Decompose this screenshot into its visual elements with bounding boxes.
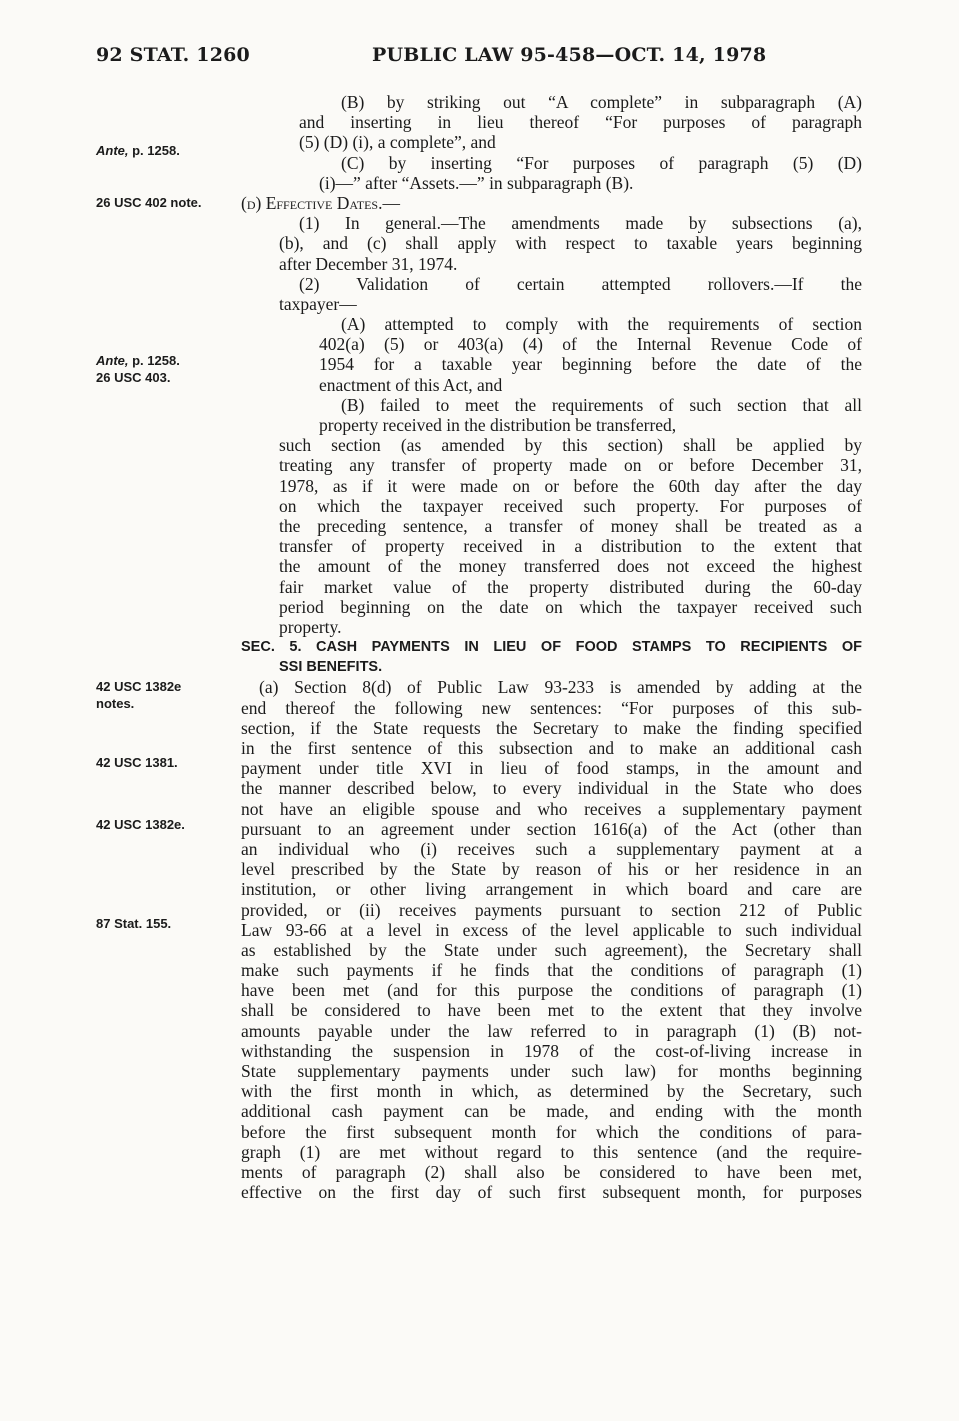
text-line: have been met (and for this purpose the conditions of paragraph (1) — [241, 980, 862, 1001]
text-line: additional cash payment can be made, and ending with the month — [241, 1101, 862, 1122]
section-heading: SEC. 5. CASH PAYMENTS IN LIEU OF FOOD STAMPS TO RECIPIENTS OF — [241, 639, 862, 656]
margin-note: 42 USC 1382e. — [96, 817, 185, 832]
text-line: amounts payable under the law referred to in paragraph (1) (B) not- — [241, 1020, 862, 1041]
text-line: enactment of this Act, and — [319, 374, 503, 395]
text-line: (d) Effective Dates.— — [241, 192, 400, 213]
text-line: before the first subsequent month for which the conditions of para- — [241, 1121, 862, 1142]
text-line: institution, or other living arrangement in which board and care are — [241, 879, 862, 900]
text-line: (C) by inserting “For purposes of paragraph (5) (D) — [341, 152, 862, 173]
text-line: on which the taxpayer received such property. For purposes of — [279, 495, 862, 516]
text-line: (2) Validation of certain attempted rollovers.—If the — [299, 273, 862, 294]
text-line: after December 31, 1974. — [279, 253, 458, 274]
text-line: with the first month in which, as determined by the Secretary, such — [241, 1081, 862, 1102]
text-line: not have an eligible spouse and who receives a supplementary payment — [241, 798, 862, 819]
text-line: property. — [279, 616, 342, 637]
text-line: ments of paragraph (2) shall also be considered to have been met, — [241, 1161, 862, 1182]
text-line: taxpayer— — [279, 293, 357, 314]
text-line: graph (1) are met without regard to this sentence (and the require- — [241, 1141, 862, 1162]
text-line: (B) by striking out “A complete” in subparagraph (A) — [341, 92, 862, 112]
statute-reference: 92 STAT. 1260 — [96, 44, 250, 66]
text-line: pursuant to an agreement under section 1616(a) of the Act (other than — [241, 818, 862, 839]
margin-note: 26 USC 402 note. — [96, 195, 202, 210]
text-line: (b), and (c) shall apply with respect to taxable years beginning — [279, 233, 862, 254]
text-line: level prescribed by the State by reason of his or her residence in an — [241, 859, 862, 880]
text-line: provided, or (ii) receives payments pursuant to section 212 of Public — [241, 899, 862, 920]
text-line: (1) In general.—The amendments made by subsections (a), — [299, 213, 862, 234]
margin-note: Ante, p. 1258. — [96, 353, 180, 368]
text-line: shall be considered to have been met to the extent that they involve — [241, 1000, 862, 1021]
text-line: section, if the State requests the Secretary to make the finding specified — [241, 717, 862, 738]
text-line: fair market value of the property distributed during the 60-day — [279, 576, 862, 597]
margin-note: Ante, p. 1258. — [96, 143, 180, 158]
text-line: effective on the first day of such first subsequent month, for purposes — [241, 1182, 862, 1203]
text-line: period beginning on the date on which the taxpayer received such — [279, 596, 862, 617]
text-line: Law 93-66 at a level in excess of the level applicable to such individual — [241, 919, 862, 940]
text-line: (a) Section 8(d) of Public Law 93-233 is amended by adding at the — [259, 677, 862, 698]
margin-note: 42 USC 1382e — [96, 679, 182, 694]
page-title: PUBLIC LAW 95-458—OCT. 14, 1978 — [372, 44, 767, 66]
text-line: State supplementary payments under such law) for months beginning — [241, 1061, 862, 1081]
text-line: 402(a) (5) or 403(a) (4) of the Internal Revenue Code of — [319, 334, 862, 355]
text-line: withstanding the suspension in 1978 of the cost-of-living increase in — [241, 1040, 862, 1061]
text-line: an individual who (i) receives such a supplementary payment at a — [241, 838, 862, 859]
text-line: treating any transfer of property made on or before December 31, — [279, 455, 862, 476]
text-line: (B) failed to meet the requirements of such section that all — [341, 394, 862, 415]
text-line: end thereof the following new sentences: “For purposes of this sub- — [241, 697, 862, 718]
text-line: payment under title XVI in lieu of food stamps, in the amount and — [241, 758, 862, 779]
text-line: transfer of property received in a distribution to the extent that — [279, 536, 862, 557]
text-line: 1978, as if it were made on or before the 60th day after the day — [279, 475, 862, 496]
margin-note: 87 Stat. 155. — [96, 916, 172, 931]
text-line: (5) (D) (i), a complete”, and — [299, 132, 496, 153]
text-line: as established by the State under such agreement), the Secretary shall — [241, 939, 862, 960]
text-line: (A) attempted to comply with the requirements of section — [341, 314, 862, 335]
margin-note: 26 USC 403. — [96, 370, 171, 385]
statute-body — [241, 92, 862, 1202]
section-heading: SSI BENEFITS. — [279, 659, 383, 676]
text-line: the manner described below, to every individual in the State who does — [241, 778, 862, 799]
text-line: make such payments if he finds that the conditions of paragraph (1) — [241, 960, 862, 981]
text-line: (i)—” after “Assets.—” in subparagraph (B). — [319, 172, 634, 193]
text-line: property received in the distribution be transferred, — [319, 415, 677, 435]
margin-note: notes. — [96, 696, 135, 711]
text-line: in the first sentence of this subsection and to make an additional cash — [241, 738, 862, 758]
text-line: the amount of the money transferred does not exceed the highest — [279, 556, 862, 577]
text-line: 1954 for a taxable year beginning before the date of the — [319, 354, 862, 375]
text-line: such section (as amended by this section) shall be applied by — [279, 435, 862, 456]
text-line: and inserting in lieu thereof “For purposes of paragraph — [299, 112, 862, 133]
text-line: the preceding sentence, a transfer of money shall be treated as a — [279, 515, 862, 536]
margin-note: 42 USC 1381. — [96, 755, 178, 770]
